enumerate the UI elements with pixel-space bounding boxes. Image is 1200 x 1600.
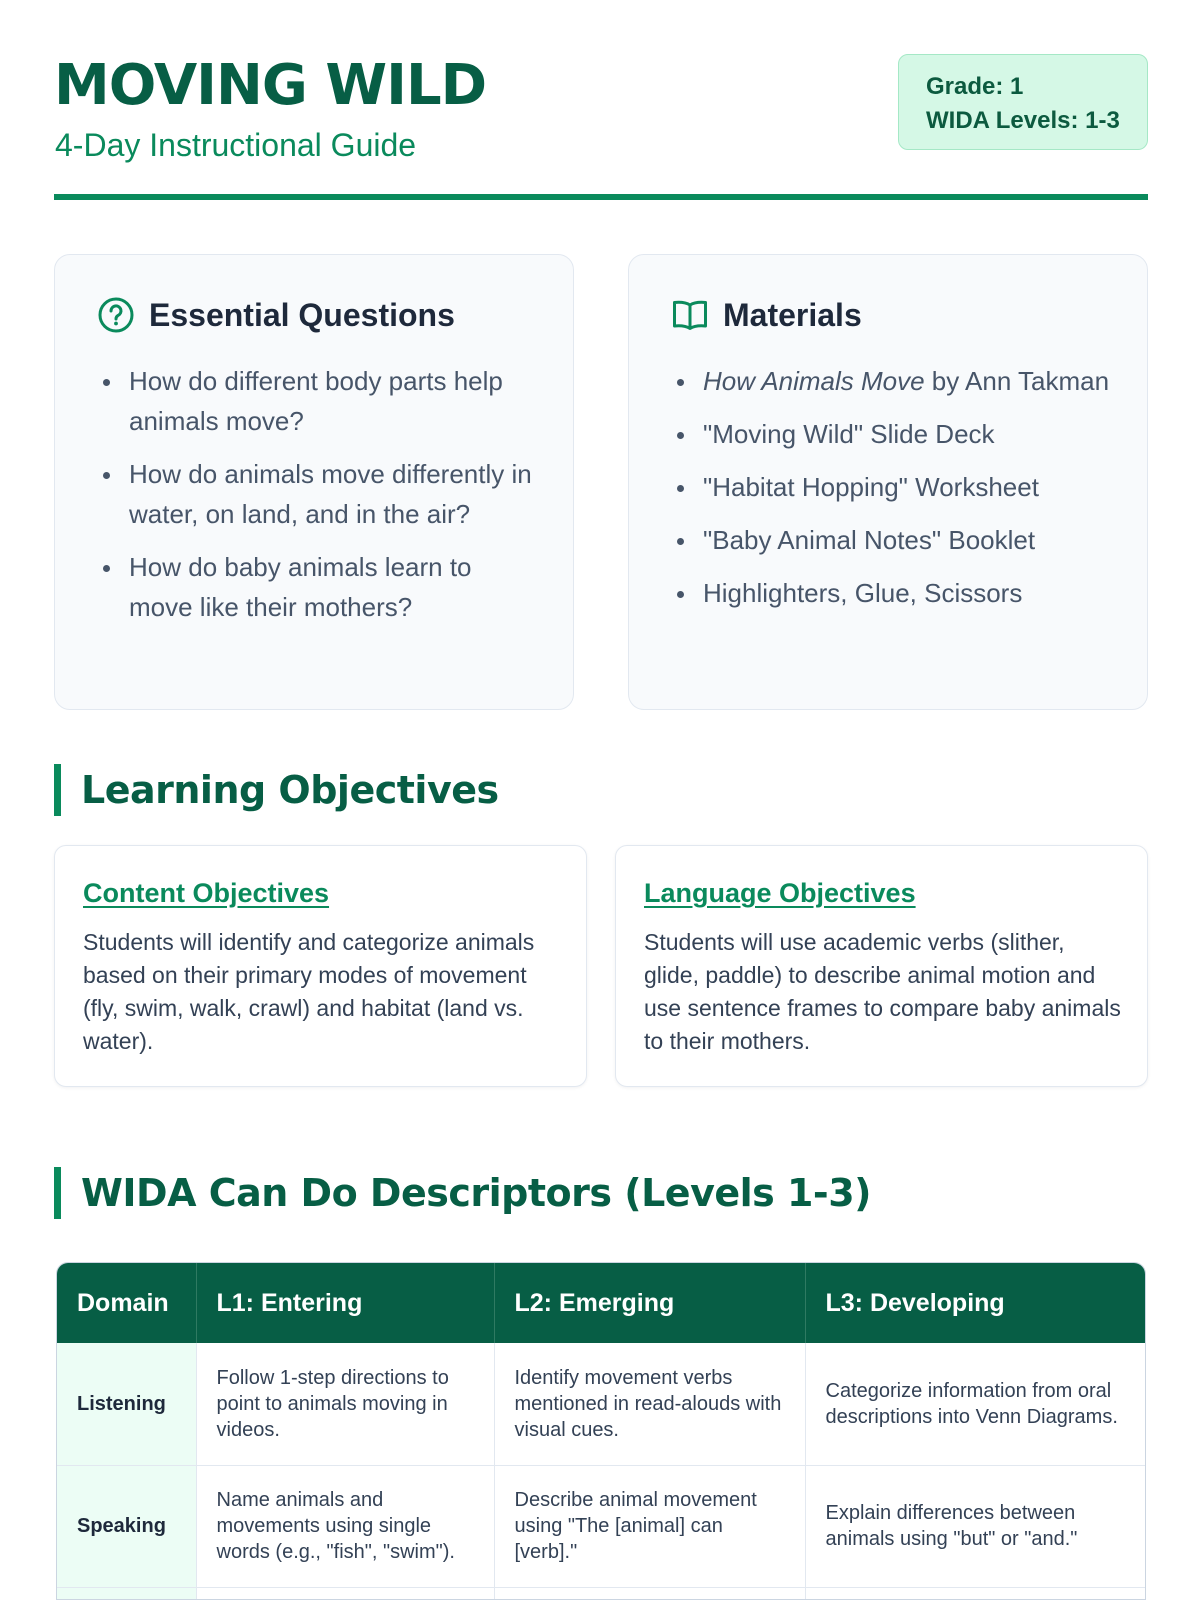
grade-label: Grade: 1 — [926, 73, 1024, 100]
question-circle-icon — [97, 296, 135, 334]
domain-cell: Speaking — [57, 1465, 196, 1587]
materials-header — [671, 295, 862, 335]
book-author: by Ann Takman — [924, 366, 1110, 396]
table-cell: Follow 1-step directions to point to animals moving in videos. — [196, 1343, 494, 1465]
table-row — [57, 1587, 1146, 1600]
page-header — [54, 52, 1148, 202]
list-item: How do baby animals learn to move like their mothers? — [99, 547, 539, 627]
list-item: "Moving Wild" Slide Deck — [673, 414, 1113, 454]
header-divider — [54, 194, 1148, 200]
wida-levels-label: WIDA Levels: 1-3 — [926, 107, 1120, 134]
content-objectives-title: Content Objectives — [83, 878, 330, 908]
table-cell — [494, 1587, 805, 1600]
column-header-domain: Domain — [57, 1263, 196, 1343]
column-header-l3: L3: Developing — [805, 1263, 1146, 1343]
list-item: "Habitat Hopping" Worksheet — [673, 467, 1113, 507]
table-cell: Name animals and movements using single words (e.g., "fish", "swim"). — [196, 1465, 494, 1587]
language-objectives-text: Students will use academic verbs (slither, glide, paddle) to describe animal motion and use sentence frames to compare baby animals to their mothers. — [644, 929, 1121, 1054]
list-item: How do different body parts help animals move? — [99, 361, 539, 441]
list-item: "Baby Animal Notes" Booklet — [673, 520, 1113, 560]
column-header-l2: L2: Emerging — [494, 1263, 805, 1343]
domain-cell — [57, 1587, 196, 1600]
table-cell: Categorize information from oral descriptions into Venn Diagrams. — [805, 1343, 1146, 1465]
open-book-icon — [671, 296, 709, 334]
table-header-row — [57, 1263, 1146, 1343]
list-item — [673, 361, 1113, 401]
content-objectives-text: Students will identify and categorize animals based on their primary modes of movement (fly, swim, walk, crawl) and habitat (land vs. water). — [83, 929, 535, 1054]
table-cell: Explain differences between animals using "but" or "and." — [805, 1465, 1146, 1587]
content-objectives-card — [54, 845, 587, 1087]
table-cell: Describe animal movement using "The [animal] can [verb]." — [494, 1465, 805, 1587]
page-title: MOVING WILD — [54, 53, 487, 118]
table-cell — [196, 1587, 494, 1600]
table-cell: Identify movement verbs mentioned in read-alouds with visual cues. — [494, 1343, 805, 1465]
essential-questions-title: Essential Questions — [149, 297, 455, 333]
materials-title: Materials — [723, 297, 862, 333]
essential-questions-header — [97, 295, 455, 335]
wida-table-container — [56, 1262, 1146, 1600]
table-row — [57, 1343, 1146, 1465]
page-subtitle: 4-Day Instructional Guide — [55, 127, 417, 163]
book-title: How Animals Move — [703, 366, 925, 396]
list-item: Highlighters, Glue, Scissors — [673, 573, 1113, 613]
table-cell — [805, 1587, 1146, 1600]
wida-table — [57, 1263, 1146, 1600]
list-item: How do animals move differently in water, on land, and in the air? — [99, 454, 539, 534]
materials-card — [628, 254, 1148, 710]
language-objectives-card — [615, 845, 1148, 1087]
essential-questions-card — [54, 254, 574, 710]
domain-cell: Listening — [57, 1343, 196, 1465]
table-row — [57, 1465, 1146, 1587]
wida-heading: WIDA Can Do Descriptors (Levels 1-3) — [54, 1167, 871, 1219]
learning-objectives-heading: Learning Objectives — [54, 764, 499, 816]
language-objectives-title: Language Objectives — [644, 878, 916, 908]
grade-badge — [898, 54, 1148, 150]
materials-list — [673, 361, 1113, 626]
essential-questions-list — [99, 361, 539, 640]
column-header-l1: L1: Entering — [196, 1263, 494, 1343]
